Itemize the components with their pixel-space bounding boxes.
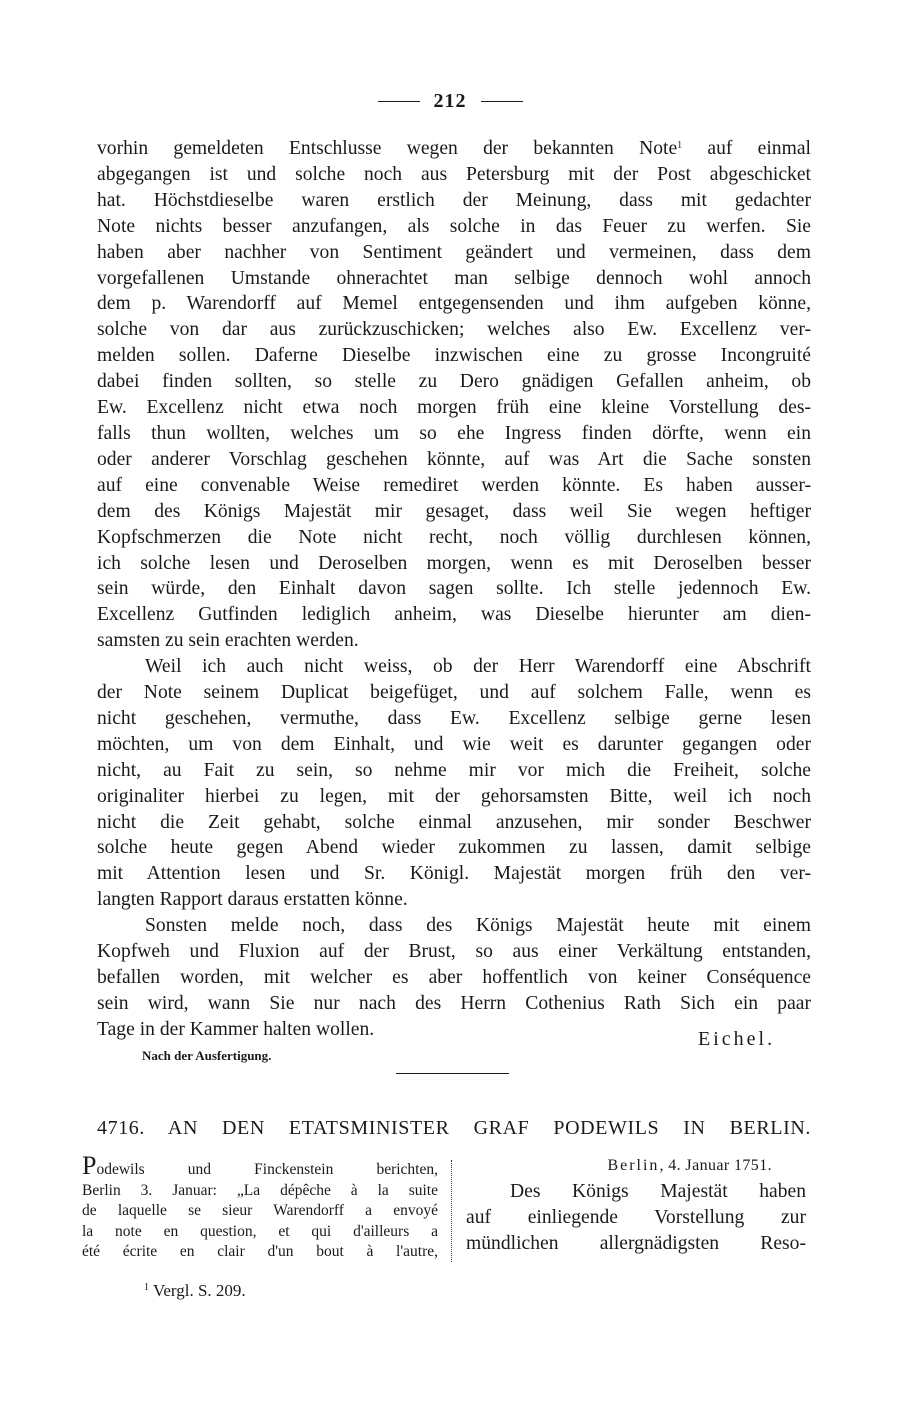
body-line: Ew. Excellenz nicht etwa noch morgen früh eine kleine Vorstellung des- <box>97 397 811 419</box>
dateline-place: Berlin <box>607 1157 660 1174</box>
body-line: hat. Höchstdieselbe waren erstlich der Meinung, dass mit gedachter <box>97 189 811 211</box>
dropcap: P <box>82 1151 97 1180</box>
summary-line-text: odewils und Finckenstein berichten, <box>96 1161 438 1178</box>
body-line-text: vorhin gemeldeten Entschlusse wegen der bekannten Note <box>97 138 678 159</box>
body-line: vorhin gemeldeten Entschlusse wegen der bekannten Note$^1$ auf einmal <box>97 138 811 159</box>
body-line: nicht geschehen, vermuthe, dass Ew. Excellenz selbige gerne lesen <box>97 707 811 729</box>
body-line: Note nichts besser anzufangen, als solche in das Feuer zu werfen. Sie <box>97 215 811 237</box>
summary-line: la note en question, et qui d'ailleurs a <box>82 1222 438 1240</box>
page-number: 212 <box>433 89 467 112</box>
body-line: auf eine convenable Weise remediret werden könnte. Es haben ausser- <box>97 474 811 496</box>
body-line: befallen worden, mit welcher es aber hoffentlich von keiner Conséquence <box>97 967 811 988</box>
body-line: sein wird, wann Sie nur nach des Herrn Cothenius Rath Sich ein paar <box>97 992 811 1014</box>
body-line: samsten zu sein erachten werden. <box>97 630 359 652</box>
body-line: dabei finden sollten, so stelle zu Dero gnädigen Gefallen anheim, ob <box>97 371 811 393</box>
body-line: originaliter hierbei zu legen, mit der gehorsamsten Bitte, weil ich noch <box>97 785 811 807</box>
body-line: falls thun wollten, welches um so ehe Ingress finden dörfte, wenn ein <box>97 422 811 444</box>
summary-line: été écrite en clair d'un bout à l'autre, <box>82 1243 438 1261</box>
body-line: dem p. Warendorff auf Memel entgegensenden und ihm aufgeben könne, <box>97 293 811 315</box>
body-line: der Note seinem Duplicat beigefüget, und auf solchem Falle, wenn es <box>97 682 811 704</box>
letter-line: Des Königs Majestät haben <box>510 1181 806 1202</box>
body-line: dem des Königs Majestät mir gesaget, dass weil Sie wegen heftiger <box>97 500 811 522</box>
body-line: Kopfweh und Fluxion auf der Brust, so aus einer Verkältung entstanden, <box>97 941 811 963</box>
body-line: Tage in der Kammer halten wollen. <box>97 1018 375 1040</box>
body-line: Excellenz Gutfinden lediglich anheim, was Dieselbe hierunter am dien- <box>97 604 811 626</box>
body-line: abgegangen ist und solche noch aus Petersburg mit der Post abgeschicket <box>97 163 811 185</box>
dateline-date: , 4. Januar 1751. <box>659 1157 772 1174</box>
body-line: nicht die Zeit gehabt, solche einmal anzusehen, mir sonder Beschwer <box>97 811 811 833</box>
summary-line <box>82 1151 438 1181</box>
footnote <box>144 1281 246 1301</box>
signature: Eichel. <box>698 1028 776 1050</box>
source-note: Nach der Ausfertigung. <box>142 1048 272 1063</box>
footnote-number: 1 <box>144 1282 149 1293</box>
letter-line: mündlichen allergnädigsten Reso- <box>466 1233 806 1254</box>
body-line: Weil ich auch nicht weiss, ob der Herr Warendorff eine Abschrift <box>145 656 811 678</box>
column-divider <box>451 1160 452 1262</box>
footnote-marker: 1 <box>677 140 683 151</box>
body-line: melden sollen. Daferne Dieselbe inzwischen eine zu grosse Incongruité <box>97 345 811 367</box>
body-line: ich solche lesen und Deroselben morgen, wenn es mit Deroselben besser <box>97 552 811 574</box>
letter-column <box>466 1153 806 1257</box>
header-rule-right <box>481 101 523 102</box>
body-line: haben aber nachher von Sentiment geändert und vermeinen, dass dem <box>97 241 811 263</box>
body-line: möchten, um von dem Einhalt, und wie weit es darunter gegangen oder <box>97 733 811 755</box>
body-line: langten Rapport daraus erstatten könne. <box>97 889 408 911</box>
footnote-text: Vergl. S. 209. <box>152 1281 246 1300</box>
summary-line: Berlin 3. Januar: „La dépêche à la suite <box>82 1181 438 1199</box>
body-line: Kopfschmerzen die Note nicht recht, noch völlig durchlesen können, <box>97 526 811 548</box>
letter-line: auf einliegende Vorstellung zur <box>466 1207 806 1228</box>
section-separator <box>396 1073 509 1074</box>
body-line: sein würde, den Einhalt davon sagen sollte. Ich stelle jedennoch Ew. <box>97 578 811 600</box>
body-line: solche von dar aus zurückzuschicken; welches also Ew. Excellenz ver- <box>97 319 811 341</box>
body-line: solche heute gegen Abend wieder zukommen zu lassen, damit selbige <box>97 837 811 859</box>
letter-body <box>97 133 811 1043</box>
body-line: nicht, au Fait zu sein, so nehme mir vor mich die Freiheit, solche <box>97 759 811 781</box>
header-rule-left <box>378 101 420 102</box>
body-line: oder anderer Vorschlag geschehen könnte, auf was Art die Sache sonsten <box>97 448 811 470</box>
summary-column <box>82 1151 438 1263</box>
summary-line: de laquelle se sieur Warendorff a envoyé <box>82 1202 438 1220</box>
body-line: mit Attention lesen und Sr. Königl. Majestät morgen früh den ver- <box>97 863 811 885</box>
body-line: vorgefallenen Umstande ohnerachtet man selbige dennoch wohl annoch <box>97 267 811 289</box>
page-header <box>0 86 900 116</box>
dateline <box>466 1153 806 1179</box>
document-heading: 4716. AN DEN ETATSMINISTER GRAF PODEWILS IN BERLIN. <box>97 1117 811 1139</box>
body-line: Sonsten melde noch, dass des Königs Majestät heute mit einem <box>145 915 811 937</box>
